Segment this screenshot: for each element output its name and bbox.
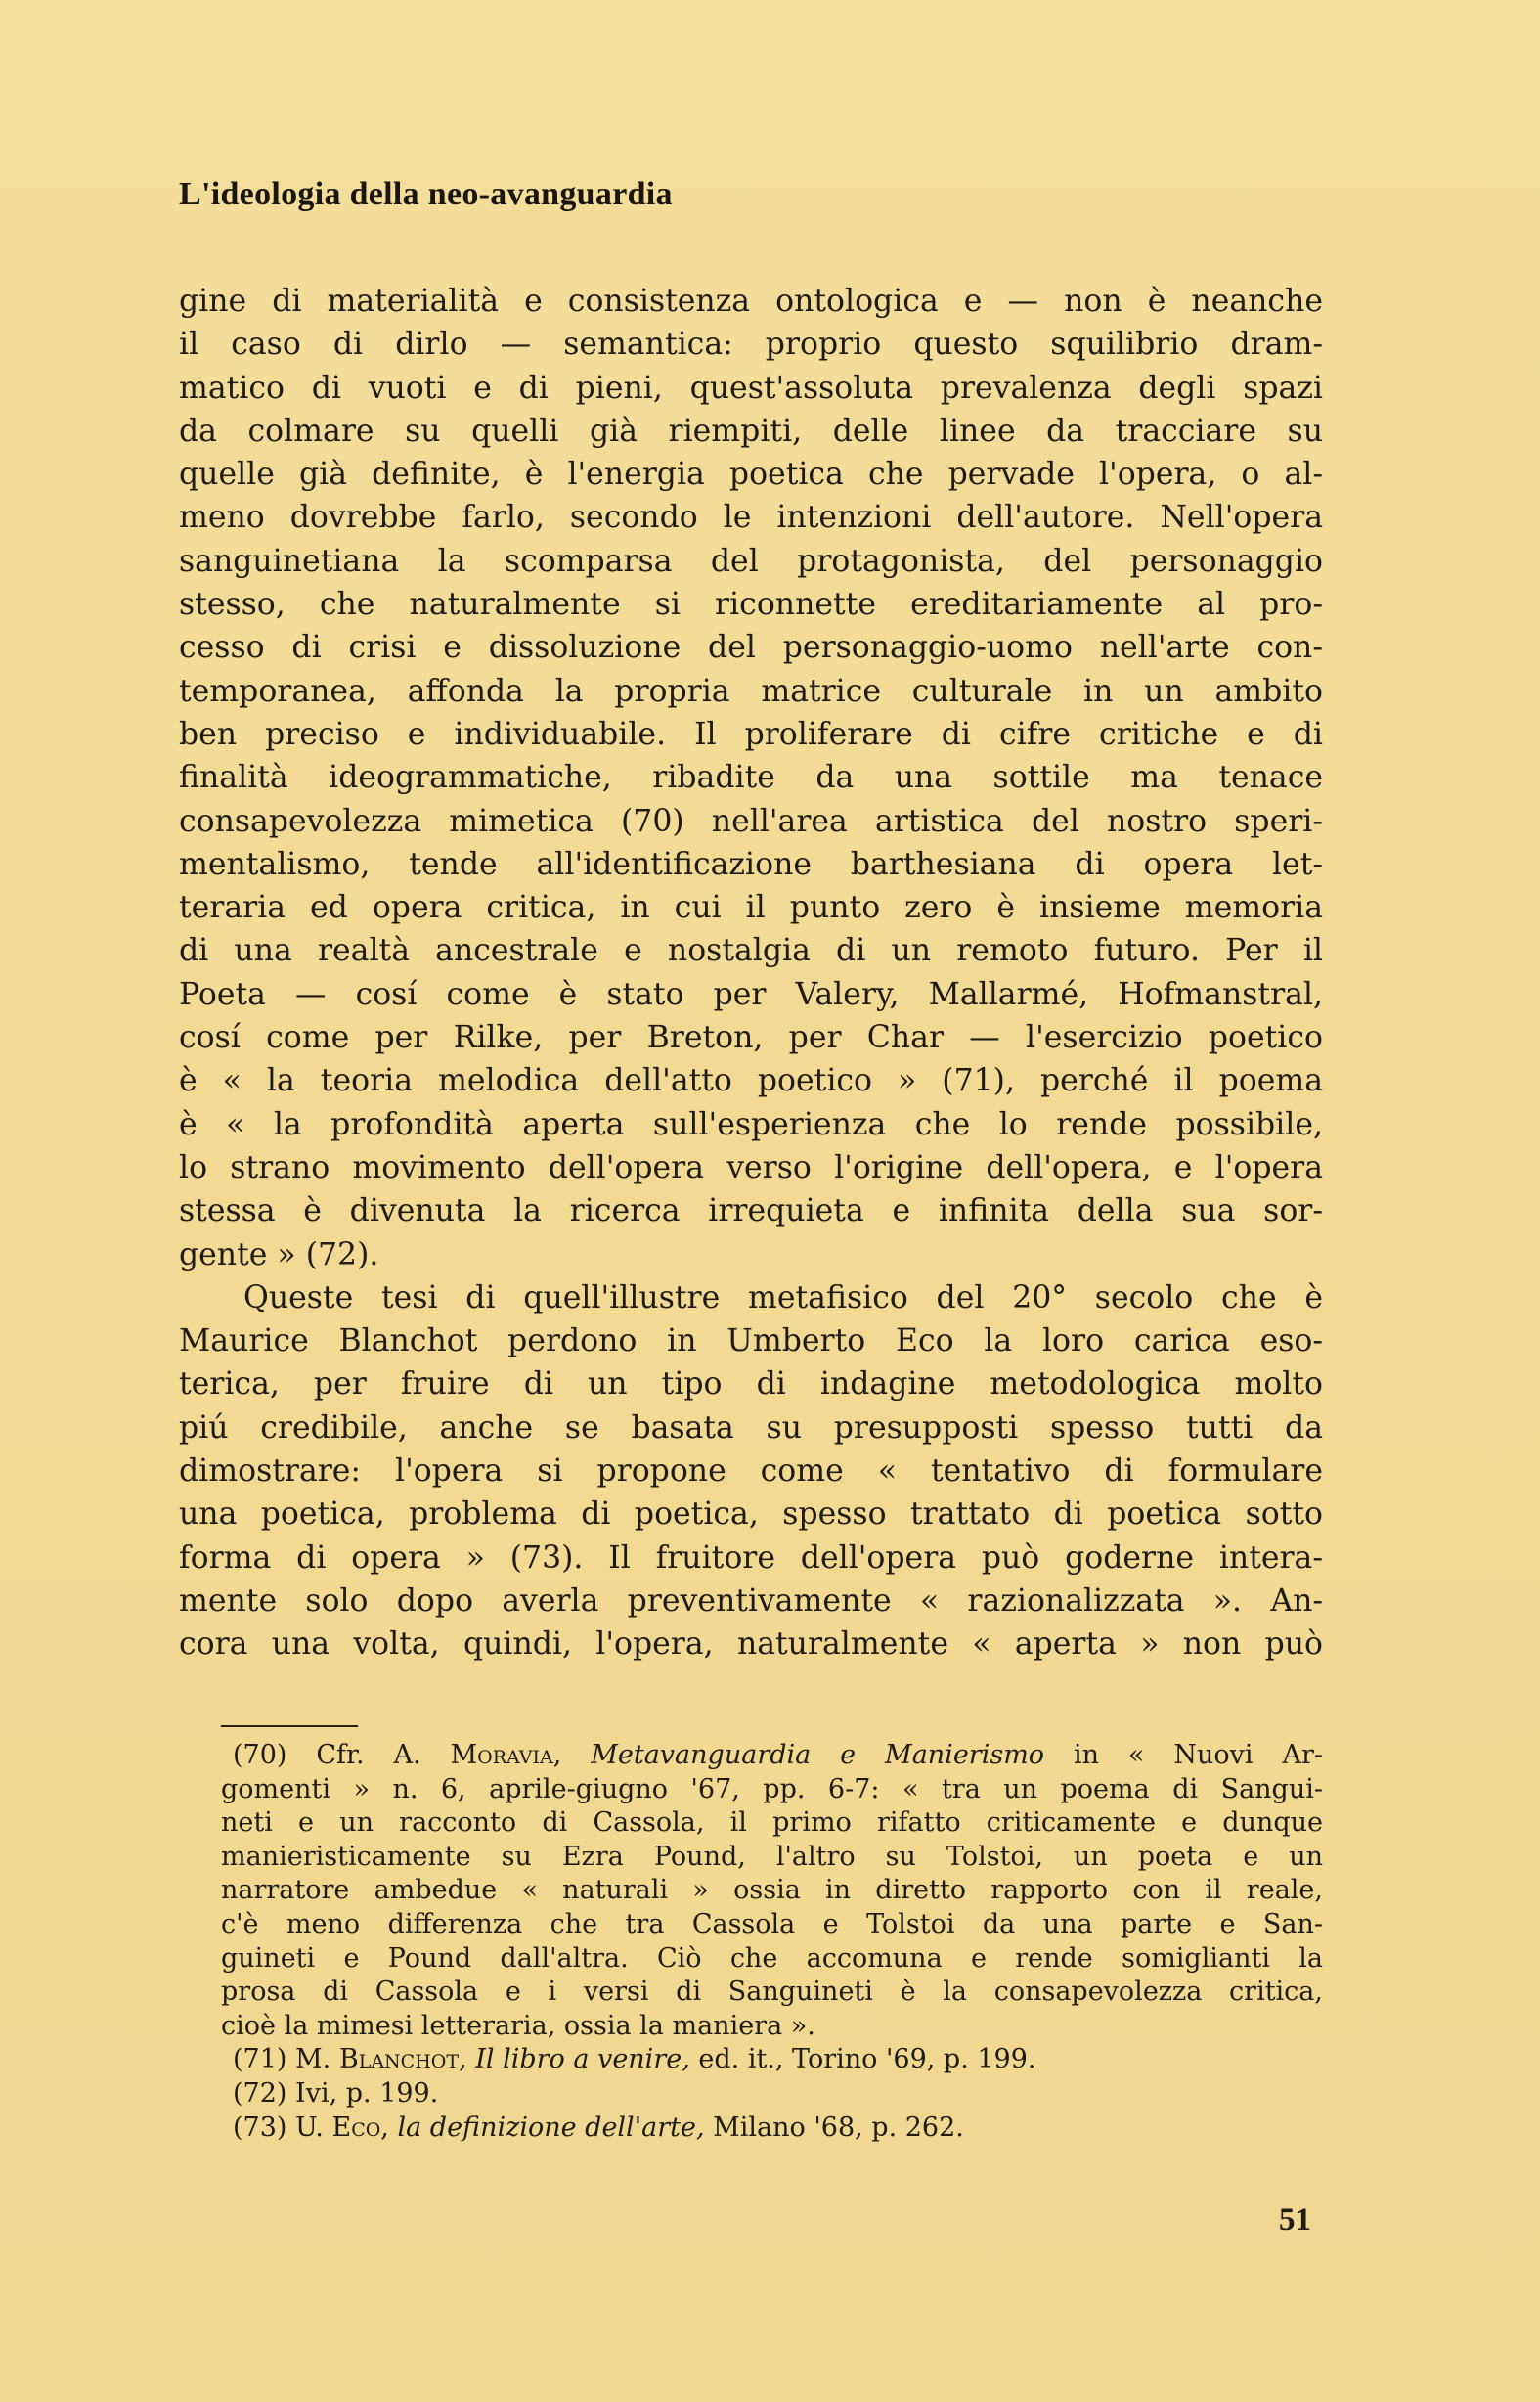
footnote-text: Milano '68, p. 262. bbox=[713, 2112, 964, 2143]
page-number: 51 bbox=[1279, 2202, 1311, 2238]
text-line: temporanea, affonda la propria matrice culturale in un ambito bbox=[179, 673, 1323, 709]
footnote-initial: M. bbox=[295, 2044, 331, 2075]
text-line: il caso di dirlo — semantica: proprio questo squilibrio dram- bbox=[179, 327, 1323, 363]
text-line: sanguinetiana la scomparsa del protagonista, del personaggio bbox=[179, 543, 1323, 579]
footnote-author: Moravia, bbox=[450, 1740, 562, 1770]
text-line: Queste tesi di quell'illustre metafisico del 20° secolo che è bbox=[243, 1279, 1323, 1315]
text-line: stesso, che naturalmente si riconnette ereditariamente al pro- bbox=[179, 587, 1323, 623]
text-line: è « la profondità aperta sull'esperienza che lo rende possibile, bbox=[179, 1106, 1323, 1142]
text-line: Poeta — cosí come è stato per Valery, Mallarmé, Hofmanstral, bbox=[179, 976, 1323, 1012]
footnote-title: Metavanguardia e Manierismo bbox=[591, 1740, 1045, 1770]
text-line: cesso di crisi e dissoluzione del personaggio-uomo nell'arte con- bbox=[179, 630, 1323, 666]
text-line: da colmare su quelli già riempiti, delle linee da tracciare su bbox=[179, 413, 1323, 449]
paragraph-2 bbox=[179, 1276, 1323, 1667]
footnote-number: (71) bbox=[233, 2044, 287, 2075]
footnote-line bbox=[221, 2043, 1323, 2077]
footnote-cfr: Cfr. A. bbox=[316, 1740, 421, 1770]
text-line: forma di opera » (73). Il fruitore dell'opera può goderne intera- bbox=[179, 1539, 1323, 1576]
text-line: finalità ideogrammatiche, ribadite da una sottile ma tenace bbox=[179, 760, 1323, 796]
text-line: ben preciso e individuabile. Il proliferare di cifre critiche e di bbox=[179, 716, 1323, 752]
footnote-line bbox=[221, 1739, 1323, 1773]
footnote-line: cioè la mimesi letteraria, ossia la maniera ». bbox=[221, 2010, 815, 2041]
main-text bbox=[179, 280, 1323, 1667]
text-line: matico di vuoti e di pieni, quest'assoluta prevalenza degli spazi bbox=[179, 370, 1323, 406]
footnote-text: Ivi, p. 199. bbox=[295, 2077, 439, 2109]
footnote-72 bbox=[221, 2077, 1323, 2112]
text-line: piú credibile, anche se basata su presupposti spesso tutti da bbox=[179, 1409, 1323, 1446]
footnote-73 bbox=[221, 2112, 1323, 2146]
text-line: lo strano movimento dell'opera verso l'origine dell'opera, e l'opera bbox=[179, 1149, 1323, 1185]
running-title: L'ideologia della neo-avanguardia bbox=[179, 176, 673, 212]
text-line: quelle già definite, è l'energia poetica che pervade l'opera, o al- bbox=[179, 457, 1323, 493]
text-line: meno dovrebbe farlo, secondo le intenzioni dell'autore. Nell'opera bbox=[179, 500, 1323, 536]
footnote-text: in « Nuovi Ar- bbox=[1073, 1740, 1323, 1770]
footnote-line: guineti e Pound dall'altra. Ciò che accomuna e rende somiglianti la bbox=[221, 1942, 1323, 1974]
footnote-initial: U. bbox=[295, 2112, 324, 2143]
footnote-author: Eco, bbox=[331, 2112, 389, 2143]
footnote-line: manieristicamente su Ezra Pound, l'altro su Tolstoi, un poeta e un bbox=[221, 1841, 1323, 1872]
footnote-70 bbox=[221, 1739, 1323, 2043]
text-line: è « la teoria melodica dell'atto poetico » (71), perché il poema bbox=[179, 1063, 1323, 1099]
footnote-text: ed. it., Torino '69, p. 199. bbox=[698, 2044, 1036, 2075]
footnote-number: (70) bbox=[233, 1740, 287, 1770]
text-line: stessa è divenuta la ricerca irrequieta e infinita della sua sor- bbox=[179, 1193, 1323, 1229]
footnote-title: la definizione dell'arte, bbox=[397, 2112, 705, 2143]
footnote-line: narratore ambedue « naturali » ossia in diretto rapporto con il reale, bbox=[221, 1875, 1323, 1906]
text-line: mente solo dopo averla preventivamente « razionalizzata ». An- bbox=[179, 1582, 1323, 1619]
footnote-line: c'è meno differenza che tra Cassola e Tolstoi da una parte e San- bbox=[221, 1908, 1323, 1939]
footnote-line bbox=[221, 2112, 1323, 2146]
footnotes bbox=[221, 1739, 1323, 2145]
text-line: consapevolezza mimetica (70) nell'area artistica del nostro speri- bbox=[179, 803, 1323, 839]
footnote-number: (72) bbox=[233, 2077, 287, 2109]
text-line: cosí come per Rilke, per Breton, per Char — l'esercizio poetico bbox=[179, 1020, 1323, 1056]
footnote-title: Il libro a venire, bbox=[475, 2044, 690, 2075]
footnote-line: gomenti » n. 6, aprile-giugno '67, pp. 6-7: « tra un poema di Sangui- bbox=[221, 1773, 1323, 1804]
text-line: di una realtà ancestrale e nostalgia di un remoto futuro. Per il bbox=[179, 933, 1323, 969]
footnote-rule bbox=[221, 1725, 358, 1727]
text-line: cora una volta, quindi, l'opera, naturalmente « aperta » non può bbox=[179, 1626, 1323, 1663]
paragraph-1 bbox=[179, 280, 1323, 1276]
text-line: dimostrare: l'opera si propone come « tentativo di formulare bbox=[179, 1453, 1323, 1490]
footnote-number: (73) bbox=[233, 2112, 287, 2143]
text-line: gente » (72). bbox=[179, 1236, 379, 1272]
text-line: teraria ed opera critica, in cui il punto zero è insieme memoria bbox=[179, 890, 1323, 926]
text-line: gine di materialità e consistenza ontologica e — non è neanche bbox=[179, 284, 1323, 319]
footnote-line: prosa di Cassola e i versi di Sanguineti è la consapevolezza critica, bbox=[221, 1977, 1323, 2008]
footnote-71 bbox=[221, 2043, 1323, 2077]
text-line: Maurice Blanchot perdono in Umberto Eco la loro carica eso- bbox=[179, 1323, 1323, 1359]
footnote-author: Blanchot, bbox=[338, 2044, 467, 2075]
footnote-line: neti e un racconto di Cassola, il primo rifatto criticamente e dunque bbox=[221, 1807, 1323, 1839]
text-line: mentalismo, tende all'identificazione barthesiana di opera let- bbox=[179, 846, 1323, 882]
footnote-line bbox=[221, 2077, 1323, 2112]
text-line: terica, per fruire di un tipo di indagine metodologica molto bbox=[179, 1366, 1323, 1402]
text-line: una poetica, problema di poetica, spesso trattato di poetica sotto bbox=[179, 1496, 1323, 1533]
